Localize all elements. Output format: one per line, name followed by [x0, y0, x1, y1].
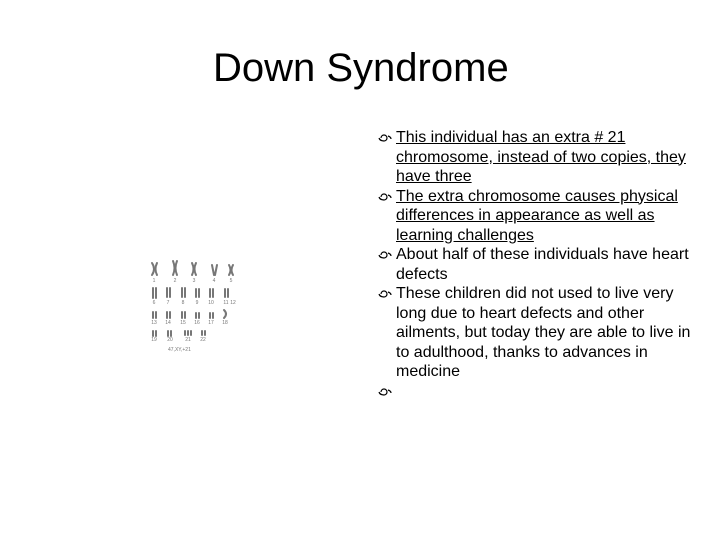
bullet-swirl-icon	[376, 284, 394, 303]
chromosome-number: 18	[222, 320, 228, 326]
bullet-swirl-icon	[376, 382, 394, 401]
slide-title: Down Syndrome	[213, 46, 509, 90]
bullet-list	[376, 128, 696, 401]
bullet-text: These children did not used to live very long due to heart defects and other ailments, but today they are able to live in to adulthood, thanks to advances in medicine	[396, 285, 691, 380]
chromosome-number: 15	[180, 320, 186, 326]
chromosome-number: 22	[200, 337, 206, 343]
chromosome-number: 2	[173, 278, 177, 284]
chromosome-number: 13	[151, 320, 157, 326]
chromosome-number: 14	[165, 320, 171, 326]
bullet-swirl-icon	[376, 245, 394, 264]
chromosome-number: 8	[181, 300, 185, 306]
chromosome-number: 9	[195, 300, 199, 306]
chromosome-number: 3	[192, 278, 196, 284]
chromosome-number: 16	[194, 320, 200, 326]
bullet-swirl-icon	[376, 128, 394, 147]
bullet-item	[376, 382, 696, 402]
chromosome-number: 17	[208, 320, 214, 326]
chromosome-number: 19	[151, 337, 157, 343]
chromosome-number: 12	[230, 300, 236, 306]
chromosome-number: 6	[152, 300, 156, 306]
bullet-text: This individual has an extra # 21 chromosome, instead of two copies, they have three	[396, 129, 686, 185]
chromosome-number: 10	[208, 300, 214, 306]
bullet-item	[376, 187, 696, 246]
chromosome-number: 11	[223, 300, 229, 306]
chromosome-number: 21	[185, 337, 191, 343]
karyotype-image	[140, 255, 240, 355]
chromosome-number: 5	[229, 278, 233, 284]
chromosome-number: 4	[212, 278, 216, 284]
bullet-item	[376, 245, 696, 284]
bullet-text: About half of these individuals have heart defects	[396, 246, 689, 283]
bullet-text: The extra chromosome causes physical differences in appearance as well as learning challenges	[396, 187, 678, 244]
bullet-item	[376, 284, 696, 382]
bullet-swirl-icon	[376, 187, 394, 206]
chromosome-number: 20	[167, 337, 173, 343]
karyotype-label: 47,XY,+21	[168, 347, 191, 353]
chromosome-number: 1	[152, 278, 156, 284]
bullet-item	[376, 128, 696, 187]
chromosome-number: 7	[166, 300, 170, 306]
